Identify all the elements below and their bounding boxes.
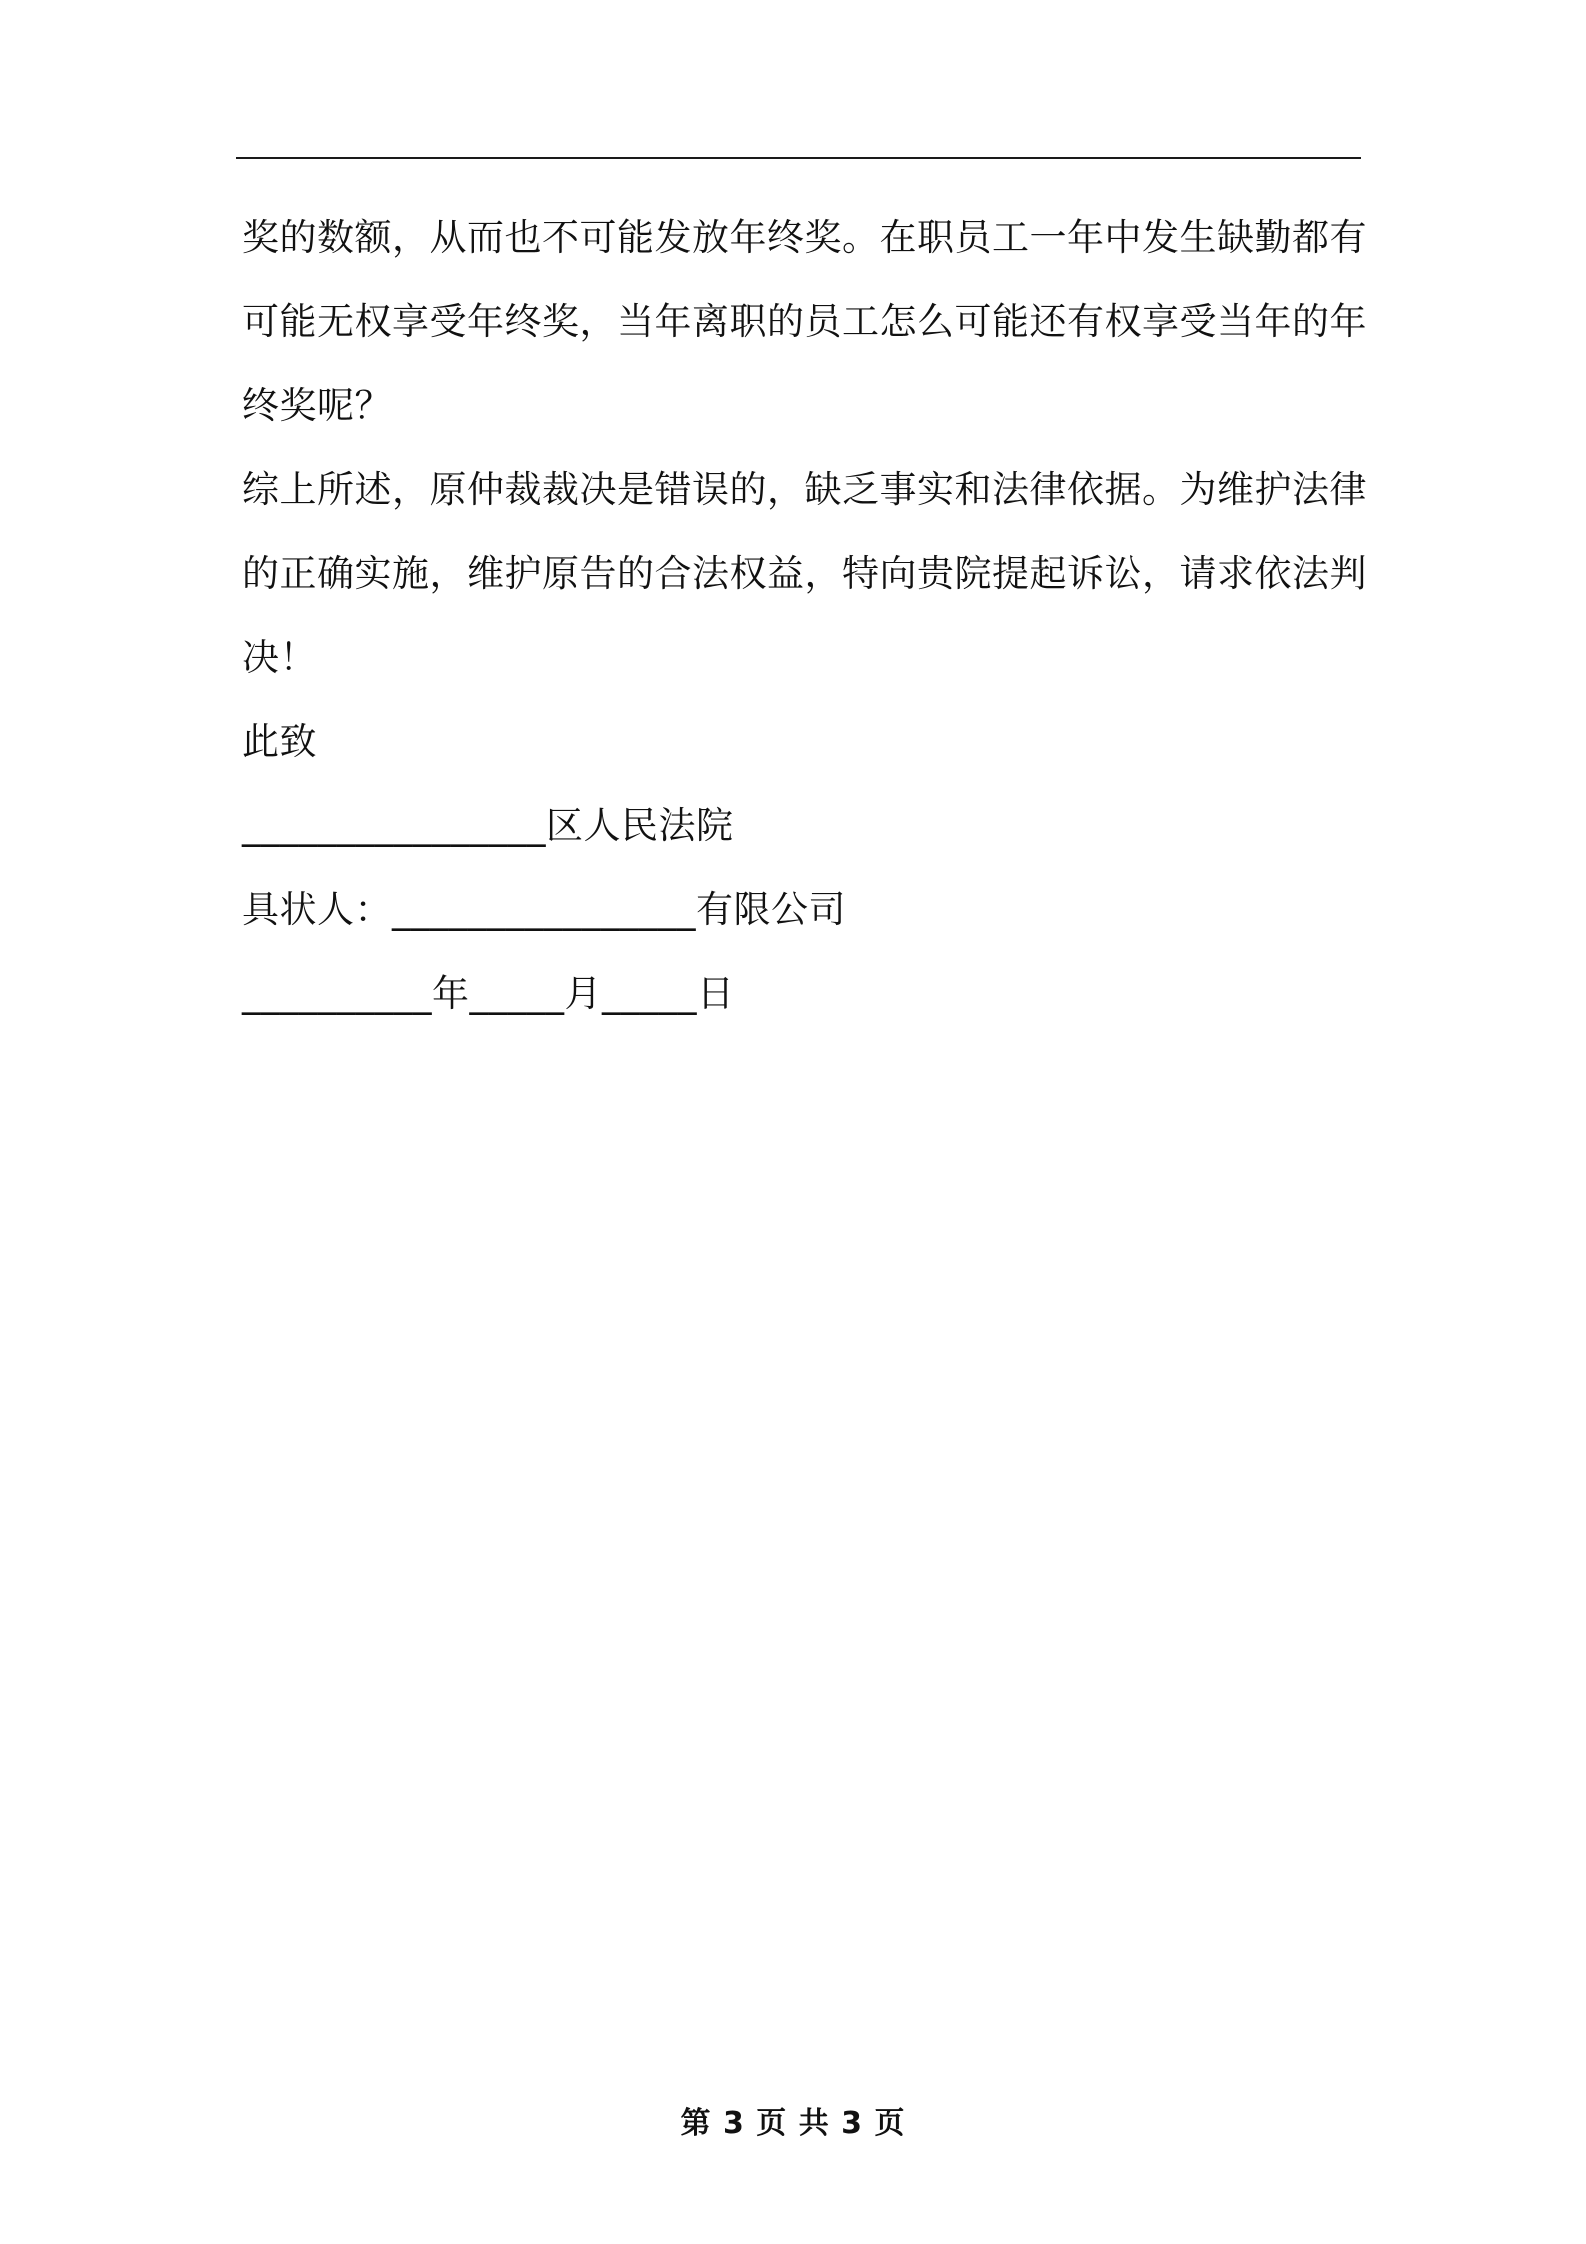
- court-suffix: 区人民法院: [546, 804, 734, 847]
- document-body: [242, 196, 1367, 1036]
- text-line: 奖的数额，从而也不可能发放年终奖。在职员工一年中发生缺勤都有: [242, 216, 1367, 259]
- date-month-label: 月: [564, 972, 602, 1015]
- salutation: 此致: [242, 720, 317, 763]
- plaintiff-label: 具状人：: [242, 888, 392, 931]
- date-year-blank: __________: [242, 972, 432, 1015]
- text-line: 的正确实施，维护原告的合法权益，特向贵院提起诉讼，请求依法判: [242, 552, 1367, 595]
- plaintiff-line: [242, 868, 1362, 952]
- court-line: [242, 784, 1362, 868]
- date-day-label: 日: [697, 972, 735, 1015]
- text-line: 可能无权享受年终奖，当年离职的员工怎么可能还有权享受当年的年: [242, 300, 1367, 343]
- date-day-blank: _____: [602, 972, 697, 1015]
- paragraph-conclusion: [242, 448, 1367, 700]
- text-line: 决！: [242, 636, 317, 679]
- header-rule: [236, 157, 1361, 159]
- plaintiff-suffix: 有限公司: [696, 888, 846, 931]
- paragraph-year-end-bonus: [242, 196, 1367, 448]
- text-line: 终奖呢？: [242, 384, 392, 427]
- date-line: [242, 952, 1362, 1036]
- page-number: 第 3 页 共 3 页: [680, 2106, 906, 2141]
- court-name-blank: ________________: [242, 804, 546, 847]
- date-month-blank: _____: [469, 972, 565, 1015]
- text-line: 综上所述，原仲裁裁决是错误的，缺乏事实和法律依据。为维护法律: [242, 468, 1367, 511]
- plaintiff-name-blank: ________________: [392, 888, 696, 931]
- date-year-label: 年: [432, 972, 470, 1015]
